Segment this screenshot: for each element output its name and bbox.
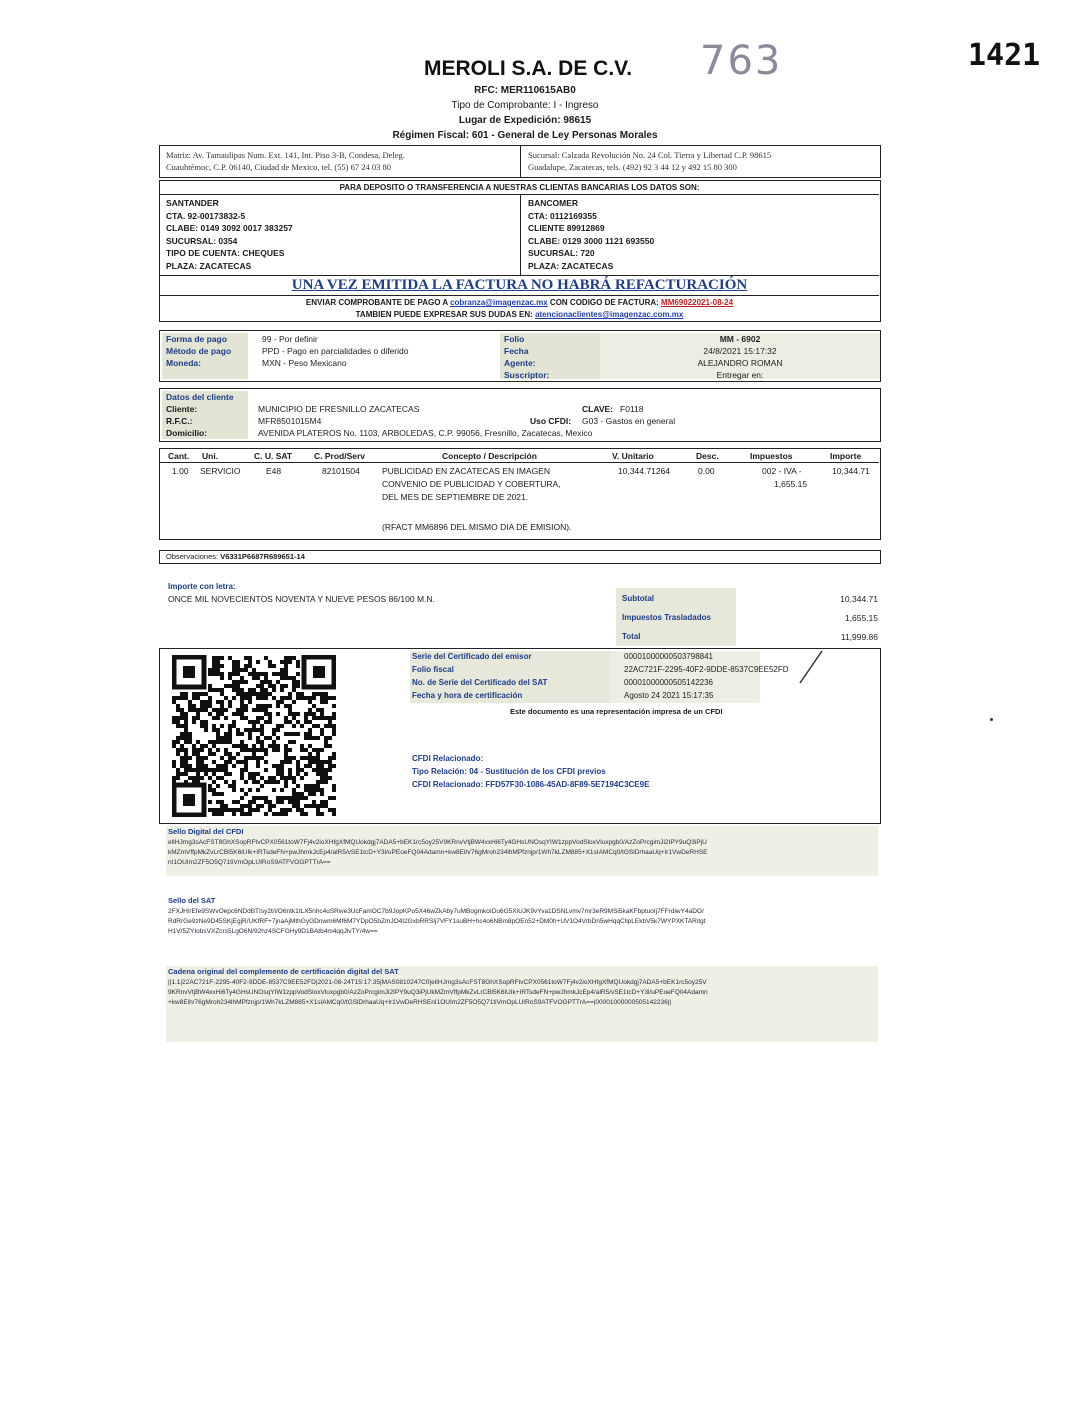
impuestos-trasladados-label: Impuestos Trasladados [622,613,711,622]
uso-cfdi-label: Uso CFDI: [530,416,572,426]
observaciones-box [159,550,881,564]
cadena-original-title: Cadena original del complemento de certificación digital del SAT [168,967,399,976]
agente-value: ALEJANDRO ROMAN [697,358,783,368]
item-desc-1: PUBLICIDAD EN ZACATECAS EN IMAGEN [382,466,550,476]
total-value: 11,999.86 [840,632,878,642]
cliente-label: Cliente: [166,404,198,414]
observaciones-label: Observaciones: [166,552,219,561]
item-desc-3: DEL MES DE SEPTIEMBRE DE 2021. [382,492,529,502]
serie-cert-value: 00001000000503798841 [624,652,713,661]
subtotal-value: 10,344.71 [840,594,878,604]
col-desc: Desc. [696,451,719,461]
col-cant: Cant. [168,451,190,461]
folio-value: MM - 6902 [719,334,761,344]
sello-cfdi-text: elIHJmg3sAcFST8GhXSopRFtvCPX0561toW7Fj4v2ioXHfgXfMQUokdgj7ADA5+bEK1rc5oy25V9KRnvVtjBW4xxHi6Ty4GHsUNOsqYIW1zppVodSloxVluxpgb0/AzZoPrcgimJi2IPY9uQ3iPjUkMZmVffpMkZvLrCBl5K6lUIk+IRTsdeFN+pwJhmkJcEp4/alR5/vSE1tcD+Y3l/uPEoeFQ04Adamn+kw8Eih/76gMroh234lhMPfznjp/1Wh7kLZM885+X1sIAMCq0/tGSlDrhaaUq+Ir1VwDeRHSEnI1OUIm2ZF5O5Q71tiVmOpLUIRoS9ATFVOGPTTrA== [168,839,708,866]
payment-proof-line: ENVIAR COMPROBANTE DE PAGO A cobranza@imagenzac.mx CON CODIGO DE FACTURA: MM69022021-08-24 [305,298,734,307]
col-uni: Uni. [202,451,219,461]
scan-speck [990,718,993,721]
item-cu-sat: E48 [266,466,282,476]
clave-value: F0118 [620,404,644,414]
company-name: MEROLI S.A. DE C.V. [424,57,633,80]
forma-pago-label: Forma de pago [166,334,227,344]
no-serie-sat-value: 00001000000505142236 [624,678,713,687]
forma-pago-value: 99 - Por definir [262,334,318,344]
support-line: TAMBIEN PUEDE EXPRESAR SUS DUDAS EN: atencionaclientes@imagenzac.com.mx [355,310,684,319]
address-box [159,145,881,178]
item-importe: 10,344.71 [832,466,870,476]
importe-letra-value: ONCE MIL NOVECIENTOS NOVENTA Y NUEVE PESOS 86/100 M.N. [168,594,435,604]
sello-cfdi-title: Sello Digital del CFDI [168,827,244,836]
metodo-pago-value: PPD - Pago en parcialidades o diferido [262,346,409,356]
domicilio-label: Domicilio: [166,428,208,438]
folio-label: Folio [504,334,525,344]
invoice-code: MM69022021-08-24 [661,298,734,307]
rfc-value: MFR8501015M4 [258,416,322,426]
sucursal-line-2: Guadalupe, Zacatecas, tels. (492) 92 3 44 12 y 492 15 80 300 [528,162,737,172]
pen-check-mark-icon [796,649,826,685]
client-box [159,388,881,442]
cfdi-relacionado-uuid: CFDI Relacionado: FFD57F30-1086-45AD-8F89-5E7194C3CE9E [412,780,650,789]
item-discount: 0.00 [698,466,715,476]
col-importe: Importe [830,451,862,461]
item-uni: SERVICIO [200,466,241,476]
moneda-value: MXN - Peso Mexicano [262,358,347,368]
rfc-label: R.F.C.: [166,416,193,426]
folio-fiscal-value: 22AC721F-2295-40F2-9DDE-8537C9EE52FD [624,665,789,674]
bank-santander: SANTANDER CTA. 92-00173832-5 CLABE: 0149 3092 0017 383257 SUCURSAL: 0354 TIPO DE CUENTA: CHEQUES PLAZA: ZACATECAS [166,198,293,271]
lugar-expedicion: Lugar de Expedición: 98615 [458,115,592,126]
impuestos-trasladados-value: 1,655.15 [844,613,878,623]
suscriptor-value: Entregar en: [716,370,764,380]
item-unit-value: 10,344.71264 [618,466,670,476]
matriz-line-1: Matriz: Av. Tamaulipas Num. Ext. 141, Int. Piso 3-B, Condesa, Deleg. [166,150,405,160]
total-label: Total [622,632,641,641]
sello-sat-text: 2FXJHI/Efe9SWvOepc6NDdBTIsy2t/i/O6ntk1tLX5nhc4uSRwe3UcFamOC7b9JopKPo5X46wZkAby7uMBogmkoIDu6G5XiUJK9vYva1DSNLvmv7mr3eR9MSi5kaKFbptuoIj7FFrdiwY4aDO/RdRrGe9zNe9D45SKjEgjR/UKfRF+7jnaAjMthGyGDnwm6Mf6M7YDpO5bZmJO4I2GxbRRSlj7VFY1suBH+hc4o6NBm8pOEn52+DM0h+UV1O4VrbDn5wHqqClipLEkbV5k7WYPXKTARitgtH1V/5ZYIobsVXZcrs5LgO6N/92hz4SCFGHy9D1BAtb4m4qqJlvTY/4w== [168,908,706,935]
tipo-relacion: Tipo Relación: 04 - Sustitución de los CFDI previos [412,767,606,776]
col-cu-sat: C. U. SAT [254,451,293,461]
item-prod-serv: 82101504 [322,466,360,476]
cfdi-representation-note: Este documento es una representación impresa de un CFDI [510,707,723,716]
domicilio-value: AVENIDA PLATEROS No. 1103, ARBOLEDAS, C.P. 99056, Fresnillo, Zacatecas, Mexico [258,428,593,438]
subtotal-label: Subtotal [622,594,654,603]
clave-label: CLAVE: [582,404,614,414]
support-email-link[interactable]: atencionaclientes@imagenzac.com.mx [535,310,684,319]
client-section-title: Datos del cliente [166,392,234,402]
col-impuestos: Impuestos [750,451,793,461]
bank-header: PARA DEPOSITO O TRANSFERENCIA A NUESTRAS CLIENTAS BANCARIAS LOS DATOS SON: [160,181,879,195]
col-concepto: Concepto / Descripción [442,451,537,461]
fecha-cert-value: Agosto 24 2021 15:17:35 [624,691,714,700]
sello-sat-title: Sello del SAT [168,896,216,905]
page-number: 1421 [968,38,1041,73]
handwritten-note: 763 [700,38,783,84]
payment-info-box [159,330,881,382]
item-desc-2: CONVENIO DE PUBLICIDAD Y COBERTURA, [382,479,561,489]
bank-bancomer: BANCOMER CTA: 0112169355 CLIENTE 89912869 CLABE: 0129 3000 1121 693550 SUCURSAL: 720 PLAZA: ZACATECAS [528,198,655,271]
sucursal-line-1: Sucursal: Calzada Revolución No. 24 Col. Tierra y Libertad C.P. 98615 [528,150,772,160]
col-prod-serv: C. Prod/Serv [314,451,366,461]
moneda-label: Moneda: [166,358,201,368]
matriz-line-2: Cuauhtémoc, C.P. 06140, Ciudad de Mexico, tel. (55) 67 24 03 80 [166,162,391,172]
fecha-value: 24/8/2021 15:17:32 [703,346,777,356]
no-serie-sat-label: No. de Serie del Certificado del SAT [412,678,548,687]
uso-cfdi-value: G03 - Gastos en general [582,416,676,426]
bank-box [159,180,881,322]
company-rfc: RFC: MER110615AB0 [474,85,576,96]
folio-fiscal-label: Folio fiscal [412,665,454,674]
no-refacturacion-notice: UNA VEZ EMITIDA LA FACTURA NO HABRÁ REFACTURACIÓN [291,277,748,293]
importe-letra-label: Importe con letra: [168,582,236,591]
item-desc-4: (RFACT MM6896 DEL MISMO DIA DE EMISION). [382,522,572,532]
items-box [159,448,881,540]
serie-cert-label: Serie del Certificado del emisor [412,652,532,661]
certificate-box [159,648,881,824]
cadena-original-text: ||1.1|22AC721F-2295-40F2-9DDE-8537C9EE52FD|2021-08-24T15:17:35|MAS0810247C0|elIHJmg3sAcFST8GhXSopRFtvCPX0561toW7Fj4v2ioXHfgXfMQUokdgj7ADA5+bEK1rc5oy25V9KRnvVtjBW4xxHi6Ty4GHsUNOsqYIW1zppVodSloxVluxpgb0/AzZoPrcgimJi2IPY9uQ3iPjUkMZmVffpMkZvLrCBl5K6lUIk+IRTsdeFN+pwJhmkJcEp4/alR5/vSE1tcD+Y3l/uPEoeFQ04Adamn+kw8Eih/76gMroh234lhMPfznjp/1Wh7kLZM885+X1sIAMCq0/tGSlDrhaaUq+Ir1VwDeRHSEnI1OUIm2ZF5O5Q71tiVmOpLUIRoS9ATFVOGPTTrA==|00001000000505142236|| [168,979,708,1006]
metodo-pago-label: Método de pago [166,346,232,356]
qr-code-icon [172,655,336,817]
agente-label: Agente: [504,358,536,368]
observaciones-value: V6331P6687R689651-14 [220,552,305,561]
item-cant: 1.00 [172,466,189,476]
cfdi-relacionado-title: CFDI Relacionado: [412,754,484,763]
comprobante-type: Tipo de Comprobante: I - Ingreso [451,100,599,111]
suscriptor-label: Suscriptor: [504,370,550,380]
cobranza-email-link[interactable]: cobranza@imagenzac.mx [450,298,548,307]
fecha-cert-label: Fecha y hora de certificación [412,691,523,700]
col-v-unitario: V. Unitario [612,451,654,461]
item-tax-type: 002 - IVA - [762,466,802,476]
regimen-fiscal: Régimen Fiscal: 601 - General de Ley Personas Morales [392,130,658,141]
fecha-label: Fecha [504,346,529,356]
item-tax-amount: 1,655.15 [774,479,808,489]
cliente-value: MUNICIPIO DE FRESNILLO ZACATECAS [258,404,420,414]
